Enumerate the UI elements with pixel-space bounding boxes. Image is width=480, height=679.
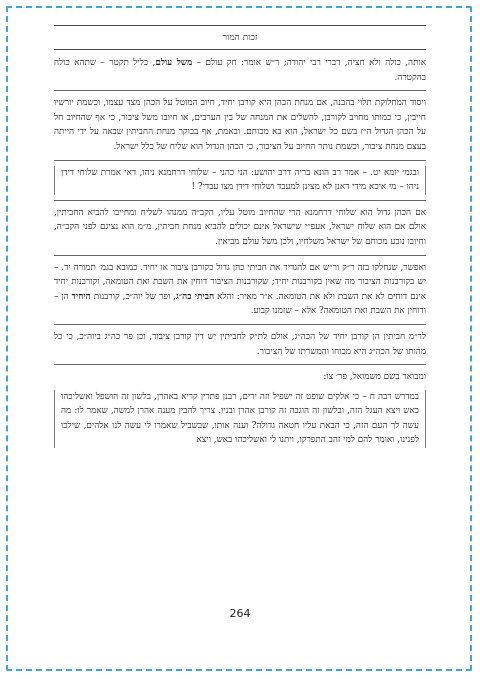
separator [54, 364, 426, 365]
paragraph-6: ומבואר בשם משמואל, פר׳ צו: [323, 372, 426, 383]
paragraph-5: לר״מ חביתין הן קורבן יחיד של הכה״ג, אולם לת״ק לחביתין יש דין קורבן ציבור, וכן פר כה״ג ביוה״כ, כי כל מהותו של הכה״ג היא מכוחו והמשרתו של הציבור. [54, 331, 426, 357]
running-header: זכות המור [54, 32, 426, 50]
paragraph-4: ואפשר, שנחלקו בזה ר״ק ור״ש אם להגדיר את חביתי כהן גדול כקורבן ציבור או יחיד. כמובא בגמ׳ תמורה יד. – יש בקורבנות הציבור מה שאין בקורבנות יחיד; שקורבנות הציבור דוחין את השבת ואת הטומאה, וקורבנות יחיד אינם דוחים לא את השבת ולא את הטומאה. א״ר מאיר: והלא חביתי כה״ג, ופר של יוה״כ, קורבנות היחיד הן – ודוחין את השבת ואת הטומאה? אלא – שזמנו קבוע. [54, 262, 427, 317]
bold-term: היחיד [71, 291, 91, 302]
separator [54, 200, 426, 201]
paragraph-3: אם הכהן גדול הוא שלוחי דרחמנא הרי שהחיוב מוטל עליו, הקב״ה ממנהו לשליח ומחייבו להביא החביתין, אולם אם הוא שלוח ישראל, אעפ״י שישראל אינם יכולים להביא מנחת חביתין, מ״מ הוא נציגם לפני הקב״ה, וחיובו נובע מכוחם של ישראל משלחיו, ולכן משל עולם מביאין. [54, 207, 426, 247]
bold-term: משל עולם [155, 58, 193, 68]
quote-block-1: ובגמ׳ יומא יט. – אמר רב הונא בריה דרב יהושע: הני כהני – שלוחי דרחמנא ניהו, דאי אמרת שלוחי דידן ניהו – מי איכא מידי דאנן לא מצינן למעבד ושלוחי דידן מצו עבדי? ! [54, 166, 426, 195]
bold-term: חביתי כה״ג [175, 291, 215, 302]
document-page [54, 22, 426, 652]
separator [54, 90, 426, 91]
separator [54, 255, 426, 256]
page-number: 264 [229, 607, 251, 620]
paragraph-2: ויסוד המחלוקת תלוי בהבנה, אם מנחת הכהן היא קורבן יחיד, חיוב המוטל על הכהן מצד עצמו, וכשמת יורשיו חייבין, כי כמותו מחויב לקורבן, להשלים את המנחה של בין הערבים, או חיובו משל ציבור, כי אף שהחיוב חל על הכהן הגדול ה״ז בשם כל ישראל, הוא בא מכוחם. ובאמת, אף בבוקר מנחת החביתין שבאה על ידי הייתה בעצם מנחת ציבור, וכשמת נותר החיוב על הציבור, כי הכהן הגדול הוא שליח של כלל ישראל. [54, 98, 426, 152]
separator [54, 324, 426, 325]
quote-block-2: במדרש רבה ח – כי אלקים שופט זה ישפיל וזה ירים, רבנן פתרין קריא באהרן, בלשון זה הושפל ואשליכהו באש ויצא העגל הזה, ובלשון זה הוגבה זה קורבן אהרן ובניו. צריך להבין מענה אהרן למשה, שאמר לו: מה עשה לך העם הזה, כי הבאת עליו חטאה גדולה? וענה אותו, שבשביל שאמרו לי עשה לנו אלהים, שילכו לפנינו, ואומר להם למי זהב התפרקו, ויתנו לי ואשליכהו באש, ויצא [54, 390, 426, 448]
header-top-rule [54, 25, 426, 26]
paragraph-1: אותה, כולה ולא חציה, דברי רבי יהודה; ר״ש אומר: חק עולם – משל עולם, כליל תקטר – שתהא כולה בהקטרה. [54, 58, 426, 83]
separator [54, 160, 426, 161]
document-body [54, 56, 426, 448]
